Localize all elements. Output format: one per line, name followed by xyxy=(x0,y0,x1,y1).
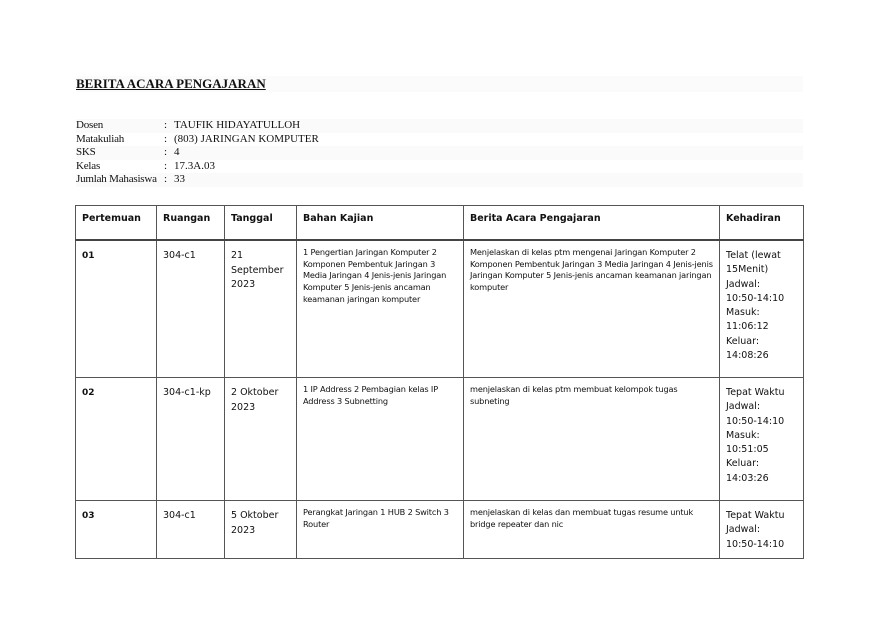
kehadiran-jadwal-label: Jadwal: xyxy=(726,401,761,413)
cell-bahan-kajian: 1 Pengertian Jaringan Komputer 2 Komponen Pembentuk Jaringan 3 Media Jaringan 4 Jenis-jenis Jaringan Komputer 5 Jenis-jenis ancaman keamanan jaringan komputer xyxy=(297,240,464,378)
info-separator: : xyxy=(164,159,168,172)
info-value: (803) JARINGAN KOMPUTER xyxy=(174,132,319,145)
column-header-tanggal: Tanggal xyxy=(225,206,297,241)
course-info-block xyxy=(76,119,803,187)
cell-tanggal: 2 Oktober 2023 xyxy=(225,378,297,501)
info-separator: : xyxy=(164,173,168,185)
document-title xyxy=(76,76,803,92)
column-header-berita-acara: Berita Acara Pengajaran xyxy=(464,206,720,241)
kehadiran-keluar-value: 14:08:26 xyxy=(726,350,769,362)
cell-ruangan: 304-c1 xyxy=(157,501,225,559)
cell-tanggal: 21 September 2023 xyxy=(225,240,297,378)
column-header-bahan-kajian: Bahan Kajian xyxy=(297,206,464,241)
document-title-text: BERITA ACARA PENGAJARAN xyxy=(76,76,266,91)
kehadiran-status: Tepat Waktu xyxy=(726,510,785,521)
info-value: 33 xyxy=(174,173,185,185)
info-value: 17.3A.03 xyxy=(174,159,215,172)
cell-ruangan: 304-c1 xyxy=(157,240,225,378)
info-label: Jumlah Mahasiswa xyxy=(76,173,157,185)
kehadiran-jadwal-value: 10:50-14:10 xyxy=(726,415,785,427)
cell-tanggal: 5 Oktober 2023 xyxy=(225,501,297,559)
info-separator: : xyxy=(164,146,168,158)
table-header-row xyxy=(76,206,804,241)
kehadiran-jadwal-label: Jadwal: xyxy=(726,278,761,290)
cell-kehadiran xyxy=(720,378,804,501)
cell-kehadiran xyxy=(720,240,804,378)
column-header-ruangan: Ruangan xyxy=(157,206,225,241)
info-row-sks xyxy=(76,146,803,160)
info-label: Kelas xyxy=(76,159,101,172)
info-label: Matakuliah xyxy=(76,132,125,145)
column-header-pertemuan: Pertemuan xyxy=(76,206,157,241)
cell-kehadiran xyxy=(720,501,804,559)
kehadiran-keluar-label: Keluar: xyxy=(726,458,760,470)
info-row-dosen xyxy=(76,119,803,133)
kehadiran-masuk-value: 11:06:12 xyxy=(726,321,769,333)
info-row-kelas xyxy=(76,160,803,174)
kehadiran-masuk-label: Masuk: xyxy=(726,429,760,441)
table-row xyxy=(76,501,804,559)
info-label: Dosen xyxy=(76,119,104,131)
kehadiran-jadwal-value: 10:50-14:10 xyxy=(726,538,785,550)
attendance-table xyxy=(75,205,804,559)
column-header-kehadiran: Kehadiran xyxy=(720,206,804,241)
info-separator: : xyxy=(164,132,168,145)
kehadiran-status: Telat (lewat 15Menit) xyxy=(726,250,781,276)
kehadiran-masuk-value: 10:51:05 xyxy=(726,444,769,456)
cell-ruangan: 304-c1-kp xyxy=(157,378,225,501)
info-label: SKS xyxy=(76,146,96,158)
info-value: 4 xyxy=(174,146,180,158)
cell-berita-acara: menjelaskan di kelas dan membuat tugas resume untuk bridge repeater dan nic xyxy=(464,501,720,559)
kehadiran-jadwal-label: Jadwal: xyxy=(726,524,761,536)
info-row-jumlah-mahasiswa xyxy=(76,173,803,187)
cell-bahan-kajian: Perangkat Jaringan 1 HUB 2 Switch 3 Router xyxy=(297,501,464,559)
cell-berita-acara: menjelaskan di kelas ptm membuat kelompok tugas subneting xyxy=(464,378,720,501)
cell-pertemuan: 03 xyxy=(76,501,157,559)
info-value: TAUFIK HIDAYATULLOH xyxy=(174,119,301,131)
kehadiran-keluar-label: Keluar: xyxy=(726,335,760,347)
cell-berita-acara: Menjelaskan di kelas ptm mengenai Jaringan Komputer 2 Komponen Pembentuk Jaringan 3 Media Jaringan 4 Jenis-jenis Jaringan Komputer 5 Jenis-jenis ancaman keamanan jaringan komputer xyxy=(464,240,720,378)
cell-pertemuan: 01 xyxy=(76,240,157,378)
table-row xyxy=(76,378,804,501)
kehadiran-keluar-value: 14:03:26 xyxy=(726,472,769,484)
info-row-matakuliah xyxy=(76,133,803,147)
kehadiran-status: Tepat Waktu xyxy=(726,387,785,398)
table-row xyxy=(76,240,804,378)
info-separator: : xyxy=(164,119,168,131)
cell-pertemuan: 02 xyxy=(76,378,157,501)
cell-bahan-kajian: 1 IP Address 2 Pembagian kelas IP Address 3 Subnetting xyxy=(297,378,464,501)
kehadiran-masuk-label: Masuk: xyxy=(726,307,760,319)
kehadiran-jadwal-value: 10:50-14:10 xyxy=(726,292,785,304)
